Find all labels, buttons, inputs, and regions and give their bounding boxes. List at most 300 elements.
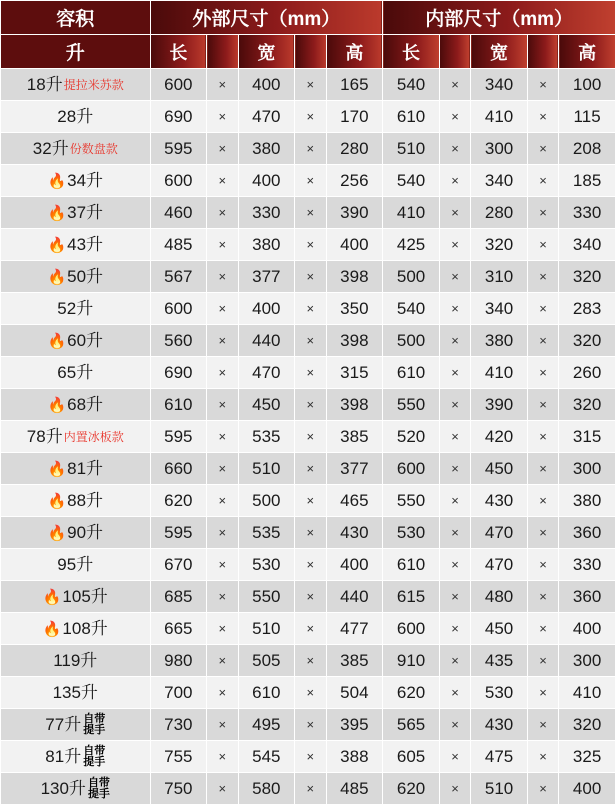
inner-width: 300 [471, 133, 528, 165]
outer-height: 377 [326, 453, 383, 485]
inner-length: 600 [383, 613, 440, 645]
multiply-icon: × [295, 613, 326, 645]
multiply-icon: × [439, 549, 470, 581]
inner-width: 450 [471, 453, 528, 485]
multiply-icon: × [439, 69, 470, 101]
outer-width: 505 [238, 645, 295, 677]
multiply-icon: × [527, 101, 558, 133]
row-volume-cell [1, 229, 151, 261]
multiply-icon: × [207, 549, 238, 581]
inner-length: 540 [383, 69, 440, 101]
flame-icon: 🔥 [47, 461, 67, 478]
row-volume-cell [1, 453, 151, 485]
outer-height: 315 [326, 357, 383, 389]
multiply-icon: × [527, 197, 558, 229]
inner-height: 320 [559, 389, 616, 421]
inner-width: 430 [471, 485, 528, 517]
header-unit: 升 [1, 35, 151, 69]
row-volume-label: 78升 [26, 427, 63, 446]
inner-length: 540 [383, 165, 440, 197]
multiply-icon: × [295, 773, 326, 805]
inner-width: 410 [471, 357, 528, 389]
outer-width: 440 [238, 325, 295, 357]
outer-width: 535 [238, 421, 295, 453]
multiply-icon: × [439, 229, 470, 261]
header-inner-dimension: 内部尺寸（mm） [383, 1, 616, 35]
inner-height: 283 [559, 293, 616, 325]
table-row [1, 69, 616, 101]
inner-length: 610 [383, 101, 440, 133]
multiply-icon: × [439, 485, 470, 517]
outer-length: 685 [150, 581, 207, 613]
row-volume-label: 50升 [67, 267, 104, 286]
flame-icon: 🔥 [42, 621, 62, 638]
inner-width: 390 [471, 389, 528, 421]
outer-length: 600 [150, 69, 207, 101]
multiply-icon: × [527, 549, 558, 581]
row-volume-cell [1, 517, 151, 549]
multiply-icon: × [207, 613, 238, 645]
row-volume-cell [1, 709, 151, 741]
multiply-icon: × [527, 645, 558, 677]
inner-width: 475 [471, 741, 528, 773]
inner-height: 320 [559, 709, 616, 741]
row-volume-label: 43升 [67, 235, 104, 254]
multiply-icon: × [439, 357, 470, 389]
inner-width: 450 [471, 613, 528, 645]
table-row [1, 229, 616, 261]
multiply-icon: × [527, 389, 558, 421]
header-spacer-1 [207, 35, 238, 69]
inner-width: 435 [471, 645, 528, 677]
multiply-icon: × [439, 421, 470, 453]
header-outer-length: 长 [150, 35, 207, 69]
row-volume-tag: 自带 提手 [83, 744, 106, 768]
outer-height: 504 [326, 677, 383, 709]
outer-length: 660 [150, 453, 207, 485]
inner-height: 360 [559, 581, 616, 613]
outer-length: 567 [150, 261, 207, 293]
inner-width: 280 [471, 197, 528, 229]
multiply-icon: × [207, 197, 238, 229]
header-row-main [1, 1, 616, 35]
flame-icon: 🔥 [47, 493, 67, 510]
row-volume-label: 90升 [67, 523, 104, 542]
outer-length: 690 [150, 357, 207, 389]
multiply-icon: × [527, 709, 558, 741]
outer-height: 280 [326, 133, 383, 165]
inner-width: 470 [471, 517, 528, 549]
inner-height: 330 [559, 549, 616, 581]
outer-length: 755 [150, 741, 207, 773]
outer-height: 430 [326, 517, 383, 549]
header-volume: 容积 [1, 1, 151, 35]
row-volume-label: 68升 [67, 395, 104, 414]
multiply-icon: × [439, 325, 470, 357]
row-volume-cell [1, 389, 151, 421]
table-row [1, 581, 616, 613]
outer-width: 377 [238, 261, 295, 293]
outer-width: 510 [238, 613, 295, 645]
multiply-icon: × [207, 69, 238, 101]
inner-length: 610 [383, 357, 440, 389]
multiply-icon: × [295, 517, 326, 549]
table-header [1, 1, 616, 69]
outer-height: 256 [326, 165, 383, 197]
row-volume-tag: 内置冰板款 [63, 429, 124, 444]
multiply-icon: × [295, 741, 326, 773]
table-row [1, 549, 616, 581]
inner-length: 520 [383, 421, 440, 453]
row-volume-cell [1, 549, 151, 581]
inner-length: 510 [383, 133, 440, 165]
inner-height: 320 [559, 261, 616, 293]
outer-length: 700 [150, 677, 207, 709]
inner-height: 360 [559, 517, 616, 549]
multiply-icon: × [295, 229, 326, 261]
multiply-icon: × [295, 389, 326, 421]
row-volume-tag: 提拉米苏款 [63, 77, 124, 92]
outer-length: 600 [150, 165, 207, 197]
table-body [1, 69, 616, 805]
table-row [1, 325, 616, 357]
outer-length: 560 [150, 325, 207, 357]
multiply-icon: × [527, 485, 558, 517]
table-row [1, 197, 616, 229]
row-volume-cell [1, 741, 151, 773]
inner-width: 320 [471, 229, 528, 261]
inner-height: 300 [559, 645, 616, 677]
outer-width: 470 [238, 101, 295, 133]
inner-length: 530 [383, 517, 440, 549]
multiply-icon: × [207, 325, 238, 357]
table-row [1, 613, 616, 645]
outer-width: 535 [238, 517, 295, 549]
outer-width: 530 [238, 549, 295, 581]
row-volume-label: 65升 [57, 363, 94, 382]
multiply-icon: × [527, 357, 558, 389]
header-outer-height: 高 [326, 35, 383, 69]
multiply-icon: × [527, 517, 558, 549]
inner-length: 600 [383, 453, 440, 485]
multiply-icon: × [439, 133, 470, 165]
row-volume-cell [1, 677, 151, 709]
row-volume-cell [1, 101, 151, 133]
row-volume-cell [1, 421, 151, 453]
table-row [1, 165, 616, 197]
multiply-icon: × [295, 69, 326, 101]
multiply-icon: × [295, 709, 326, 741]
table-row [1, 133, 616, 165]
row-volume-cell [1, 581, 151, 613]
inner-width: 430 [471, 709, 528, 741]
outer-height: 390 [326, 197, 383, 229]
row-volume-tag: 自带 提手 [87, 776, 110, 800]
row-volume-label: 52升 [57, 299, 94, 318]
outer-height: 400 [326, 549, 383, 581]
table-row [1, 421, 616, 453]
row-volume-label: 37升 [67, 203, 104, 222]
outer-width: 470 [238, 357, 295, 389]
header-inner-height: 高 [559, 35, 616, 69]
multiply-icon: × [207, 165, 238, 197]
multiply-icon: × [439, 261, 470, 293]
multiply-icon: × [295, 197, 326, 229]
multiply-icon: × [439, 293, 470, 325]
multiply-icon: × [207, 581, 238, 613]
row-volume-label: 18升 [26, 75, 63, 94]
outer-width: 510 [238, 453, 295, 485]
outer-height: 385 [326, 645, 383, 677]
row-volume-label: 32升 [32, 139, 69, 158]
outer-length: 665 [150, 613, 207, 645]
row-volume-cell [1, 357, 151, 389]
row-volume-label: 88升 [67, 491, 104, 510]
outer-width: 610 [238, 677, 295, 709]
inner-height: 260 [559, 357, 616, 389]
inner-length: 620 [383, 773, 440, 805]
outer-length: 690 [150, 101, 207, 133]
inner-width: 420 [471, 421, 528, 453]
inner-width: 410 [471, 101, 528, 133]
inner-width: 340 [471, 293, 528, 325]
multiply-icon: × [295, 325, 326, 357]
multiply-icon: × [439, 645, 470, 677]
row-volume-cell [1, 485, 151, 517]
multiply-icon: × [207, 741, 238, 773]
inner-length: 565 [383, 709, 440, 741]
multiply-icon: × [207, 485, 238, 517]
header-spacer-4 [527, 35, 558, 69]
multiply-icon: × [207, 421, 238, 453]
multiply-icon: × [527, 325, 558, 357]
inner-length: 610 [383, 549, 440, 581]
inner-length: 550 [383, 485, 440, 517]
table-row [1, 389, 616, 421]
multiply-icon: × [295, 165, 326, 197]
inner-height: 330 [559, 197, 616, 229]
multiply-icon: × [295, 645, 326, 677]
outer-width: 500 [238, 485, 295, 517]
inner-height: 400 [559, 773, 616, 805]
outer-height: 398 [326, 325, 383, 357]
outer-length: 610 [150, 389, 207, 421]
inner-width: 310 [471, 261, 528, 293]
multiply-icon: × [207, 453, 238, 485]
flame-icon: 🔥 [47, 333, 67, 350]
outer-width: 380 [238, 133, 295, 165]
outer-width: 450 [238, 389, 295, 421]
multiply-icon: × [295, 677, 326, 709]
multiply-icon: × [207, 517, 238, 549]
table-row [1, 293, 616, 325]
multiply-icon: × [527, 165, 558, 197]
row-volume-cell [1, 261, 151, 293]
header-inner-length: 长 [383, 35, 440, 69]
flame-icon: 🔥 [47, 397, 67, 414]
flame-icon: 🔥 [47, 173, 67, 190]
row-volume-cell [1, 613, 151, 645]
outer-length: 620 [150, 485, 207, 517]
row-volume-cell [1, 133, 151, 165]
inner-length: 615 [383, 581, 440, 613]
outer-height: 350 [326, 293, 383, 325]
inner-length: 540 [383, 293, 440, 325]
header-spacer-3 [439, 35, 470, 69]
multiply-icon: × [207, 293, 238, 325]
row-volume-label: 108升 [62, 619, 108, 638]
outer-length: 595 [150, 517, 207, 549]
row-volume-cell [1, 69, 151, 101]
inner-height: 208 [559, 133, 616, 165]
inner-width: 470 [471, 549, 528, 581]
multiply-icon: × [295, 549, 326, 581]
outer-height: 388 [326, 741, 383, 773]
row-volume-label: 105升 [62, 587, 108, 606]
multiply-icon: × [439, 389, 470, 421]
outer-height: 398 [326, 261, 383, 293]
multiply-icon: × [295, 101, 326, 133]
multiply-icon: × [295, 581, 326, 613]
outer-height: 170 [326, 101, 383, 133]
row-volume-label: 60升 [67, 331, 104, 350]
header-outer-width: 宽 [238, 35, 295, 69]
row-volume-cell [1, 645, 151, 677]
row-volume-label: 34升 [67, 171, 104, 190]
row-volume-label: 81升 [45, 747, 82, 766]
inner-length: 910 [383, 645, 440, 677]
row-volume-label: 81升 [67, 459, 104, 478]
row-volume-label: 77升 [45, 715, 82, 734]
multiply-icon: × [527, 453, 558, 485]
outer-length: 460 [150, 197, 207, 229]
multiply-icon: × [295, 485, 326, 517]
table-row [1, 517, 616, 549]
flame-icon: 🔥 [42, 589, 62, 606]
inner-width: 480 [471, 581, 528, 613]
inner-length: 500 [383, 325, 440, 357]
inner-length: 425 [383, 229, 440, 261]
outer-height: 385 [326, 421, 383, 453]
inner-height: 410 [559, 677, 616, 709]
inner-height: 325 [559, 741, 616, 773]
multiply-icon: × [295, 357, 326, 389]
multiply-icon: × [527, 581, 558, 613]
multiply-icon: × [527, 229, 558, 261]
outer-width: 495 [238, 709, 295, 741]
row-volume-label: 135升 [52, 683, 98, 702]
multiply-icon: × [439, 773, 470, 805]
inner-height: 115 [559, 101, 616, 133]
inner-width: 340 [471, 165, 528, 197]
outer-length: 485 [150, 229, 207, 261]
row-volume-cell [1, 325, 151, 357]
multiply-icon: × [295, 261, 326, 293]
inner-height: 400 [559, 613, 616, 645]
table-row [1, 101, 616, 133]
outer-width: 400 [238, 69, 295, 101]
row-volume-label: 130升 [40, 779, 86, 798]
multiply-icon: × [295, 133, 326, 165]
multiply-icon: × [527, 741, 558, 773]
outer-height: 477 [326, 613, 383, 645]
header-outer-dimension: 外部尺寸（mm） [150, 1, 383, 35]
outer-length: 730 [150, 709, 207, 741]
inner-length: 620 [383, 677, 440, 709]
header-inner-width: 宽 [471, 35, 528, 69]
row-volume-tag: 份数盘款 [69, 141, 118, 156]
inner-height: 300 [559, 453, 616, 485]
table-row [1, 485, 616, 517]
outer-width: 380 [238, 229, 295, 261]
outer-height: 465 [326, 485, 383, 517]
table-row [1, 709, 616, 741]
multiply-icon: × [207, 133, 238, 165]
table-row [1, 741, 616, 773]
multiply-icon: × [295, 453, 326, 485]
outer-height: 400 [326, 229, 383, 261]
row-volume-label: 119升 [53, 651, 98, 670]
multiply-icon: × [207, 389, 238, 421]
multiply-icon: × [439, 613, 470, 645]
multiply-icon: × [207, 709, 238, 741]
inner-height: 185 [559, 165, 616, 197]
row-volume-tag: 自带 提手 [83, 712, 106, 736]
multiply-icon: × [439, 741, 470, 773]
multiply-icon: × [439, 581, 470, 613]
flame-icon: 🔥 [47, 525, 67, 542]
row-volume-cell [1, 165, 151, 197]
multiply-icon: × [439, 709, 470, 741]
outer-width: 400 [238, 293, 295, 325]
multiply-icon: × [527, 261, 558, 293]
row-volume-cell [1, 197, 151, 229]
inner-width: 380 [471, 325, 528, 357]
table-row [1, 261, 616, 293]
multiply-icon: × [527, 421, 558, 453]
outer-width: 545 [238, 741, 295, 773]
outer-width: 580 [238, 773, 295, 805]
flame-icon: 🔥 [47, 205, 67, 222]
multiply-icon: × [295, 293, 326, 325]
multiply-icon: × [207, 229, 238, 261]
header-spacer-2 [295, 35, 326, 69]
multiply-icon: × [527, 773, 558, 805]
multiply-icon: × [439, 165, 470, 197]
table-row [1, 677, 616, 709]
flame-icon: 🔥 [47, 237, 67, 254]
inner-length: 500 [383, 261, 440, 293]
multiply-icon: × [207, 261, 238, 293]
row-volume-label: 95升 [57, 555, 94, 574]
outer-length: 980 [150, 645, 207, 677]
inner-height: 100 [559, 69, 616, 101]
multiply-icon: × [439, 453, 470, 485]
multiply-icon: × [527, 69, 558, 101]
outer-length: 600 [150, 293, 207, 325]
inner-width: 340 [471, 69, 528, 101]
outer-height: 485 [326, 773, 383, 805]
inner-height: 380 [559, 485, 616, 517]
inner-height: 315 [559, 421, 616, 453]
multiply-icon: × [527, 677, 558, 709]
outer-length: 750 [150, 773, 207, 805]
table-row [1, 453, 616, 485]
multiply-icon: × [295, 421, 326, 453]
inner-length: 410 [383, 197, 440, 229]
outer-height: 440 [326, 581, 383, 613]
outer-length: 595 [150, 421, 207, 453]
